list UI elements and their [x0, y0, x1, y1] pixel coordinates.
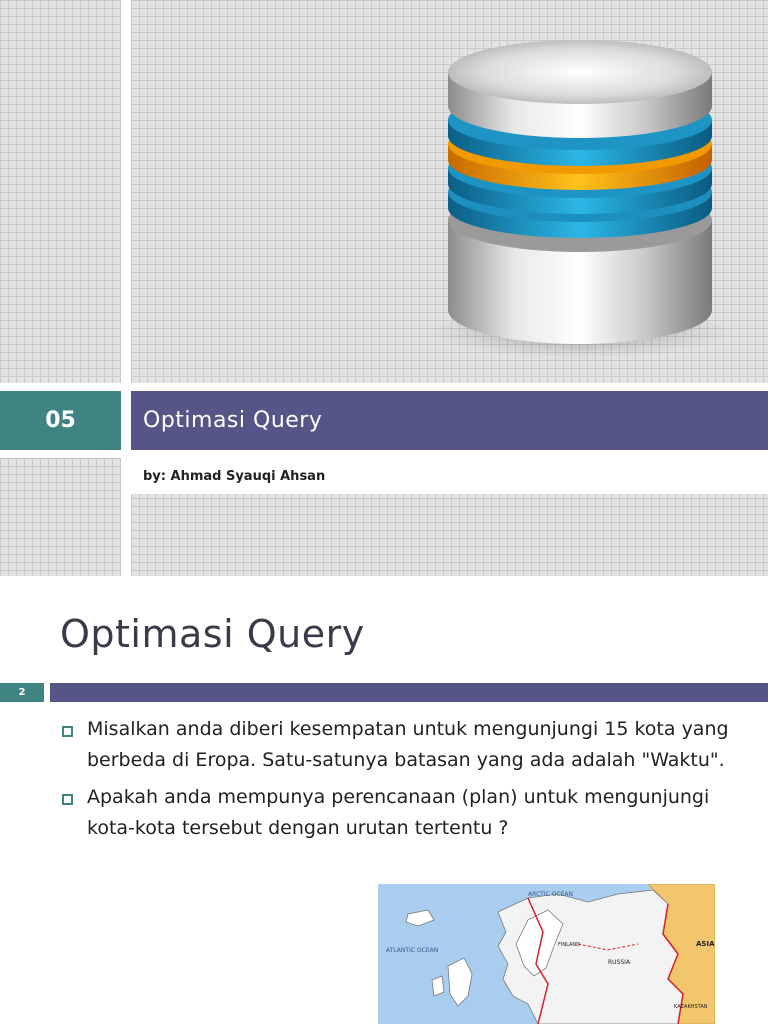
slide-title: Optimasi Query [143, 408, 323, 433]
map-label-russia: RUSSIA [608, 959, 631, 966]
slide-number: 05 [45, 408, 76, 433]
map-label-atlantic-ocean: ATLANTIC OCEAN [386, 947, 439, 954]
bullet-item [60, 714, 740, 776]
europe-map [378, 884, 715, 1024]
database-cylinder-icon [420, 20, 730, 365]
slide-number: 2 [0, 683, 44, 702]
square-bullet-icon [62, 794, 73, 805]
bullet-text: Misalkan anda diberi kesempatan untuk mengunjungi 15 kota yang berbeda di Eropa. Satu-satunya batasan yang ada adalah "Waktu". [87, 718, 729, 771]
grid-background-left-bottom [0, 458, 121, 576]
bullet-text: Apakah anda mempunya perencanaan (plan) untuk mengunjungi kota-kota tersebut dengan urutan tertentu ? [87, 786, 710, 839]
slide-title: Optimasi Query [60, 612, 365, 656]
content-slide [0, 576, 768, 1024]
map-label-arctic-ocean: ARCTIC OCEAN [528, 891, 573, 898]
square-bullet-icon [62, 726, 73, 737]
map-label-asia: ASIA [696, 940, 715, 948]
bullet-list [60, 714, 740, 850]
author-byline-bar [131, 458, 768, 494]
author-byline: by: Ahmad Syauqi Ahsan [143, 468, 326, 484]
title-band [131, 391, 768, 450]
bullet-item [60, 782, 740, 844]
grid-background-left-top [0, 0, 121, 383]
map-label-kazakhstan: KAZAKHSTAN [674, 1004, 708, 1010]
map-label-finland: FINLAND [558, 942, 581, 948]
title-underline-band [50, 683, 768, 702]
